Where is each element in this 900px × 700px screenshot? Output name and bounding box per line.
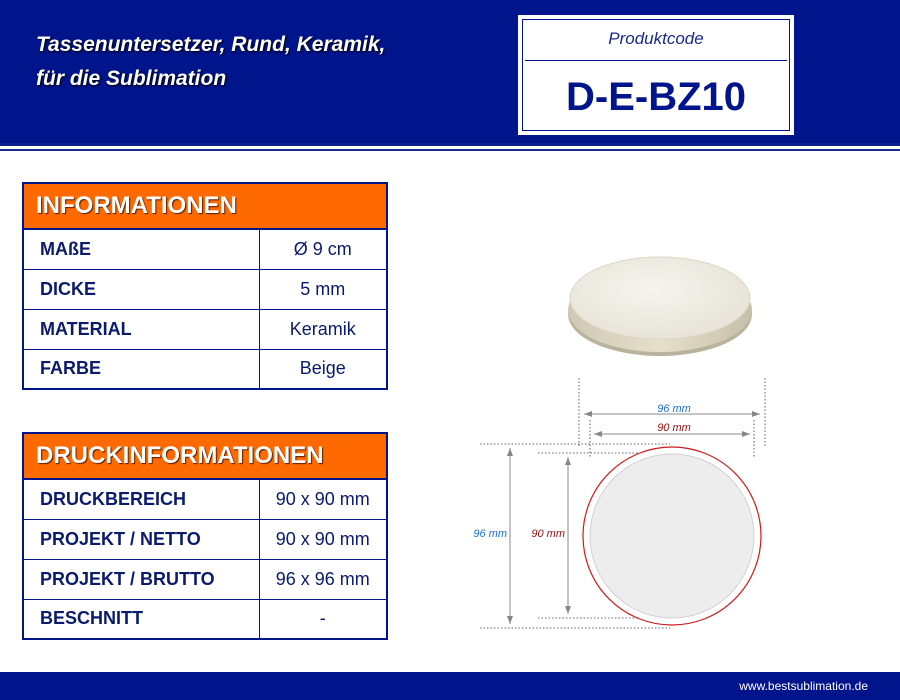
product-code-label: Produktcode bbox=[608, 29, 704, 48]
print-info-table bbox=[22, 432, 388, 640]
product-code: D-E-BZ10 bbox=[565, 75, 747, 119]
table-row bbox=[23, 309, 387, 349]
inner-height-label: 90 mm bbox=[531, 528, 565, 540]
table-row bbox=[23, 229, 387, 269]
outer-width-label: 96 mm bbox=[657, 403, 691, 415]
dimension-drawing bbox=[440, 376, 780, 656]
footer-bar bbox=[0, 672, 900, 700]
table-row bbox=[23, 479, 387, 519]
row-value: - bbox=[259, 599, 387, 639]
info-table bbox=[22, 182, 388, 390]
row-value: 5 mm bbox=[259, 269, 387, 309]
row-key: DRUCKBEREICH bbox=[23, 479, 259, 519]
row-value: 96 x 96 mm bbox=[259, 559, 387, 599]
outer-height-label: 96 mm bbox=[473, 528, 507, 540]
row-key: PROJEKT / NETTO bbox=[23, 519, 259, 559]
row-key: FARBE bbox=[23, 349, 259, 389]
inner-width-label: 90 mm bbox=[657, 422, 691, 434]
row-key: MAßE bbox=[23, 229, 259, 269]
table-row bbox=[23, 519, 387, 559]
table-row bbox=[23, 349, 387, 389]
info-table-heading: INFORMATIONEN bbox=[23, 183, 387, 229]
title-line-1: Tassenuntersetzer, Rund, Keramik, bbox=[36, 33, 386, 56]
header-bar bbox=[0, 0, 900, 146]
table-row bbox=[23, 269, 387, 309]
table-row bbox=[23, 559, 387, 599]
title-line-2: für die Sublimation bbox=[36, 67, 227, 90]
print-table-heading: DRUCKINFORMATIONEN bbox=[23, 433, 387, 479]
header-divider bbox=[0, 149, 900, 151]
row-value: Beige bbox=[259, 349, 387, 389]
print-area-circle bbox=[590, 454, 754, 618]
row-key: PROJEKT / BRUTTO bbox=[23, 559, 259, 599]
row-key: MATERIAL bbox=[23, 309, 259, 349]
row-key: DICKE bbox=[23, 269, 259, 309]
table-row bbox=[23, 599, 387, 639]
row-value: 90 x 90 mm bbox=[259, 519, 387, 559]
row-value: 90 x 90 mm bbox=[259, 479, 387, 519]
coaster-photo bbox=[535, 182, 785, 372]
row-key: BESCHNITT bbox=[23, 599, 259, 639]
row-value: Ø 9 cm bbox=[259, 229, 387, 269]
code-divider bbox=[525, 60, 787, 61]
product-code-box bbox=[518, 15, 794, 135]
product-title bbox=[36, 28, 385, 96]
website-link[interactable]: www.bestsublimation.de bbox=[739, 679, 868, 693]
row-value: Keramik bbox=[259, 309, 387, 349]
